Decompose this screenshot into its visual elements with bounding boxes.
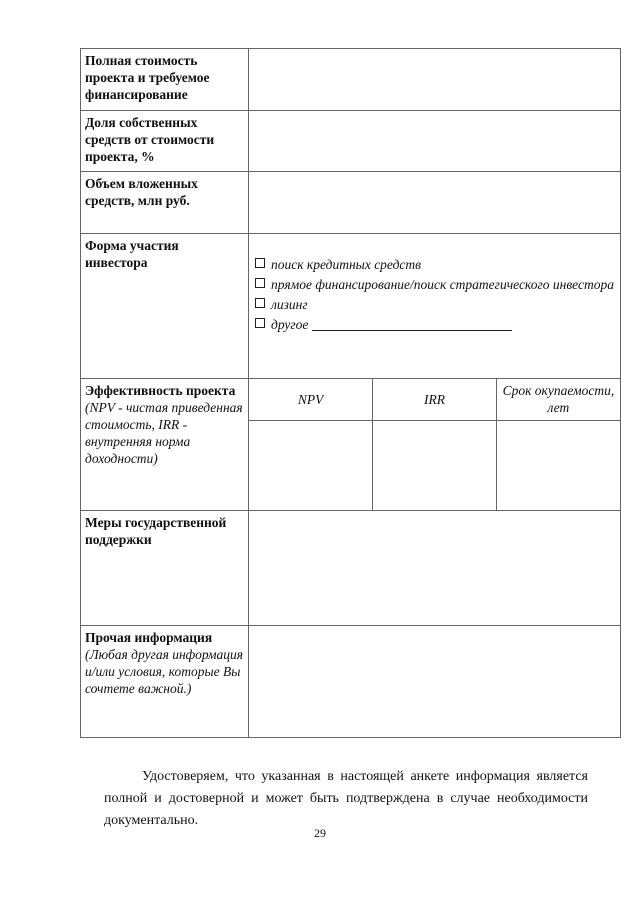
checkbox-icon[interactable]: [255, 278, 265, 288]
other-info-label-cell: [81, 626, 249, 738]
irr-header: IRR: [373, 379, 497, 420]
option-direct-financing[interactable]: [255, 276, 616, 293]
row-project-cost: [81, 49, 621, 111]
option-other-label: другое: [271, 317, 309, 332]
invested-funds-field[interactable]: [249, 172, 621, 234]
investor-participation-label: Форма участия инвестора: [81, 234, 249, 379]
participation-options: [249, 234, 621, 379]
efficiency-note: (NPV - чистая приведенная стоимость, IRR - внутренняя норма доходности): [85, 400, 243, 466]
npv-value-field[interactable]: [249, 420, 373, 510]
questionnaire-table: [80, 48, 621, 738]
page-number: 29: [314, 826, 326, 840]
efficiency-subtable-cell: [249, 379, 621, 511]
efficiency-subtable: [249, 379, 620, 510]
certification-statement: Удостоверяем, что указанная в настоящей анкете информация является полной и достоверной и может быть подтверждена в случае необходимости документально.: [104, 769, 588, 828]
efficiency-label-cell: [81, 379, 249, 511]
npv-header: NPV: [249, 379, 373, 420]
row-invested-funds: [81, 172, 621, 234]
project-cost-field[interactable]: [249, 49, 621, 111]
option-leasing[interactable]: [255, 296, 616, 313]
state-support-label: Меры государственной поддержки: [81, 511, 249, 626]
row-investor-participation: [81, 234, 621, 379]
efficiency-label: Эффективность проекта: [85, 383, 236, 398]
invested-funds-label: Объем вложенных средств, млн руб.: [81, 172, 249, 234]
checkbox-icon[interactable]: [255, 258, 265, 268]
other-info-label: Прочая информация: [85, 630, 213, 645]
other-info-field[interactable]: [249, 626, 621, 738]
other-info-note: (Любая другая информация и/или условия, которые Вы сочтете важной.): [85, 647, 244, 696]
project-cost-label: Полная стоимость проекта и требуемое финансирование: [81, 49, 249, 111]
checkbox-icon[interactable]: [255, 318, 265, 328]
row-own-funds-share: [81, 111, 621, 172]
row-state-support: [81, 511, 621, 626]
state-support-field[interactable]: [249, 511, 621, 626]
payback-header: Срок окупаемости, лет: [496, 379, 620, 420]
option-credit-label: поиск кредитных средств: [271, 257, 422, 272]
option-leasing-label: лизинг: [271, 297, 308, 312]
irr-value-field[interactable]: [373, 420, 497, 510]
own-funds-share-label: Доля собственных средств от стоимости проекта, %: [81, 111, 249, 172]
row-other-info: [81, 626, 621, 738]
option-credit[interactable]: [255, 256, 616, 273]
other-blank-line[interactable]: [312, 318, 512, 331]
row-project-efficiency: [81, 379, 621, 511]
option-direct-financing-label: прямое финансирование/поиск стратегического инвестора: [271, 277, 614, 292]
own-funds-share-field[interactable]: [249, 111, 621, 172]
checkbox-icon[interactable]: [255, 298, 265, 308]
option-other[interactable]: [255, 316, 616, 333]
payback-value-field[interactable]: [496, 420, 620, 510]
